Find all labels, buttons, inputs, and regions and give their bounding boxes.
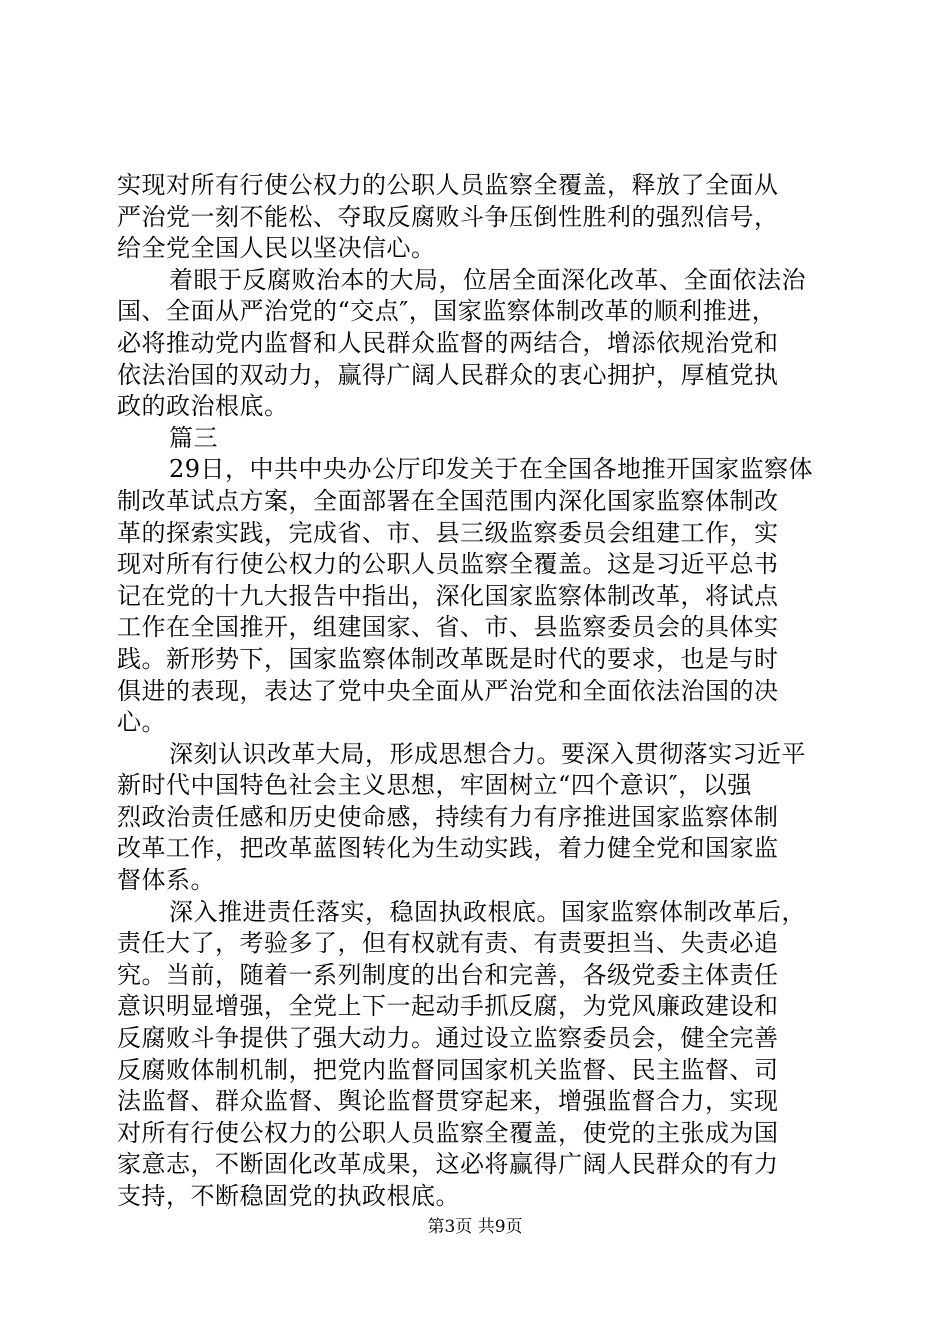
text-line: 反腐败斗争提供了强大动力。通过设立监察委员会，健全完善	[117, 1024, 779, 1053]
text-line: 究。当前，随着一系列制度的出台和完善，各级党委主体责任	[117, 960, 779, 989]
document-body	[117, 170, 837, 1213]
text-line: 制改革试点方案，全面部署在全国范围内深化国家监察体制改	[117, 486, 779, 515]
text-line: 依法治国的双动力，赢得广阔人民群众的衷心拥护，厚植党执	[117, 360, 779, 389]
text-line: 责任大了，考验多了，但有权就有责、有责要担当、失责必追	[117, 929, 779, 958]
text-line: 必将推动党内监督和人民群众监督的两结合，增添依规治党和	[117, 328, 779, 357]
text-line: 严治党一刻不能松、夺取反腐败斗争压倒性胜利的强烈信号，	[117, 202, 779, 231]
text-line: 政的政治根底。	[117, 392, 289, 421]
text-line: 记在党的十九大报告中指出，深化国家监察体制改革，将试点	[117, 581, 779, 610]
text-line: 反腐败体制机制，把党内监督同国家机关监督、民主监督、司	[117, 1055, 779, 1084]
page-footer: 第3页 共9页	[427, 1217, 523, 1237]
text-line: 俱进的表现，表达了党中央全面从严治党和全面依法治国的决	[117, 676, 779, 705]
text-line: 国、全面从严治党的“交点″，国家监察体制改革的顺利推进，	[117, 297, 777, 326]
text-line: 着眼于反腐败治本的大局，位居全面深化改革、全面依法治	[169, 265, 806, 294]
text-line: 29日，中共中央办公厅印发关于在全国各地推开国家监察体	[169, 455, 814, 484]
text-line: 革的探索实践，完成省、市、县三级监察委员会组建工作，实	[117, 518, 779, 547]
text-line: 给全党全国人民以坚决信心。	[117, 234, 436, 263]
text-line: 深入推进责任落实，稳固执政根底。国家监察体制改革后，	[169, 897, 806, 926]
text-line: 对所有行使公权力的公职人员监察全覆盖，使党的主张成为国	[117, 1118, 779, 1147]
text-line: 新时代中国特色社会主义思想，牢固树立“四个意识″，以强	[117, 771, 752, 800]
text-line: 心。	[117, 708, 166, 737]
text-line: 现对所有行使公权力的公职人员监察全覆盖。这是习近平总书	[117, 550, 779, 579]
text-line: 践。新形势下，国家监察体制改革既是时代的要求，也是与时	[117, 644, 779, 673]
text-line: 深刻认识改革大局，形成思想合力。要深入贯彻落实习近平	[169, 739, 806, 768]
text-line: 篇三	[169, 423, 218, 452]
text-line: 意识明显增强，全党上下一起动手抓反腐，为党风廉政建设和	[117, 992, 779, 1021]
text-line: 督体系。	[117, 866, 215, 895]
text-line: 实现对所有行使公权力的公职人员监察全覆盖，释放了全面从	[117, 171, 779, 199]
text-line: 改革工作，把改革蓝图转化为生动实践，着力健全党和国家监	[117, 834, 779, 863]
text-line: 法监督、群众监督、舆论监督贯穿起来，增强监督合力，实现	[117, 1087, 779, 1116]
text-line: 工作在全国推开，组建国家、省、市、县监察委员会的具体实	[117, 613, 779, 642]
text-line: 烈政治责任感和历史使命感，持续有力有序推进国家监察体制	[117, 802, 779, 831]
text-line: 支持，不断稳固党的执政根底。	[117, 1182, 460, 1210]
text-line: 家意志，不断固化改革成果，这必将赢得广阔人民群众的有力	[117, 1150, 779, 1179]
